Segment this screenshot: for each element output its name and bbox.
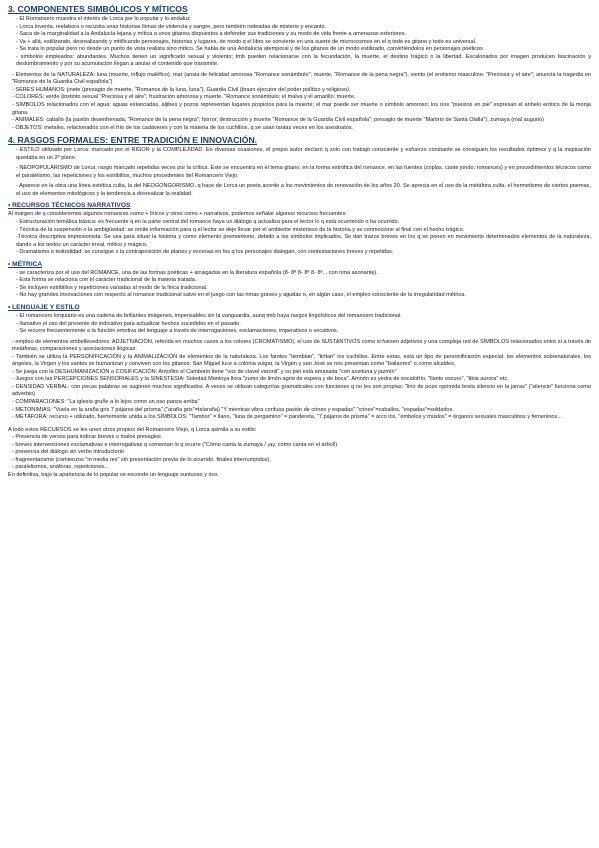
- list-item: - SÍMBOLOS relacionados con el agua: aguas estancadas, aljibes y pozos representan lugares propicios para la muerte; el mar puede ser muerte o símbolo amoroso; los ríos "puestos en pie" expresan el anhelo erótico de la monja gitana.: [12, 102, 591, 116]
- list-item: -Técnica descriptiva impresionista: Se usa para situar la historia y como elemento premonitorio, debido a los símbolos implicados. Se dan trazos breves en los q se ponen en movimiento determinados elementos de la naturaleza, dando a los textos un carácter irreal, mítico y mágico.: [16, 234, 591, 248]
- list-item: - COLORES: verde (instinto sexual "Preciosa y el aire"; frustración amorosa y muerte, "Romance sonámbulo; el malva y el amarillo: muerte.: [12, 94, 356, 101]
- list-item: - empleo de elementos embellecedores: ADJETIVACIÓN, referida en muchos casos a los colores (CROMATISMO), el uso de SUSTANTIVOS como si fuesen adjetivos y una compleja red de SÍMBOLOS relacionados entre sí a través de metáforas, comparaciones y asociaciones ilógicas.: [12, 338, 591, 353]
- list-item: - Lorca inventa, reelabora o recusita unas historias llenas de violencia y sangre, pero también rodeadas de misterio y encanto.: [16, 23, 327, 30]
- romancero-viejo-intro: A todo estos RECURSOS se les unen otros propios del Romancero Viejo, q Lorca asimila a su estilo:: [8, 426, 257, 433]
- section-3-title: 3. COMPONENTES SIMBÓLICOS Y MÍTICOS: [8, 4, 188, 14]
- lenguaje-resources-list: [8, 339, 591, 422]
- closing-sentence: En definitiva, bajo la apariencia de lo popular se esconde un lenguaje suntuoso y rico.: [8, 471, 219, 478]
- list-item: - ESTILO utilizado por Lorca: marcado por el RIGOR y la COMPLEJIDAD. En diversas ocasiones, el propio autor declaró q solo con trabajo consciente y esfuerzo constante se consiguen los resultados óptimos y q la inspiración quedaba en un 2º plano.: [16, 147, 591, 161]
- lenguaje-list: [8, 313, 591, 336]
- list-item: - Se incluyen estribillos y repeticiones variadas al modo de la lírica tradicional.: [16, 284, 208, 291]
- list-item: - Juegos con las PERCEPCIONES SENSORIALES y la SINESTESIA: Soledad Montoya llora "zumo de limón agrio de espera y de boca". Amnón es yedra de escalofrío, "llanto oscuro", "tibia aurora" etc.: [12, 376, 509, 383]
- metrica-list: [8, 270, 591, 300]
- list-item: - Dramatismo o teatralidad: se consigue x la contraposición de planos y escenas en los q los personajes dialogan, con contestaciones breves y repetidas.: [16, 249, 394, 256]
- list-item: - paralelismos, anáforas, repeticiones...: [12, 464, 109, 471]
- list-item: - Elementos de la NATURALEZA: luna (muerte, influjo maléfico), mar (ansia de felicidad amorosa "Romance sonámbulo"; muerte, "Romance de la pena negra"), viento (el erotismo masculino: "Preciosa y el aire"; anuncia la tragedia en "Romance de la Guardia Civil española"): [12, 71, 591, 86]
- list-item: - Técnica de la suspensión o la ambigüedad: se omite información para q el lector se deje llevar por el ambiente misterioso de la historia y se conmocione al final con el hecho trágico.: [16, 226, 465, 233]
- list-item: - SERES HUMANOS: jinete (presagio de muerte, "Romance de la luna, luna"), Guardia Civil (brazo ejecutor del poder político y religioso).: [12, 86, 351, 93]
- list-item: - OBJETOS: metales, relacionados con el frío de los cadáveres y con la materia de los cuchillos, q se usan tantas veces en los asesinatos.: [12, 124, 354, 131]
- list-item: - ANIMALES: caballo (la pasión desenfrenada, "Romance de la pena negra"; horror, destrucción y muerte "Romance de la Guardia Civil española"; presagio de muerte "Martirio de Santa Olalla"), zumaya (mal augurio): [12, 117, 544, 124]
- list-item: - Se juega con la DESHUMANIZACIÓN o COSIFICACIÓN: Antoñito el Camborio tiene "voz de clavel varonil" y su piel está amasada "con aceituna y jazmín": [12, 368, 397, 375]
- list-item: - Saca de la marginalidad a la Andalucía lejana y mítica a unos gitanos dispuestos a defender sus tradiciones y su modo de vida frente a amenazas exteriores.: [16, 31, 407, 38]
- list-item: - El Romancero muestra el interés de Lorca por lo popular y lo andaluz.: [16, 16, 192, 22]
- list-item: - breves intervenciones exclamativas e interrogativas q comentan lo q ocurre ("Cómo canta la zumaya / ¡ay, cómo canta en el árbol!): [12, 441, 338, 448]
- list-item: - fragmentarismo (comienzos "in media res" sin presentación previa de lo ocurrido, finales interrumpidos),: [12, 456, 271, 463]
- list-item: - METONIMIAS: "Vuela en la araña gris 7 pájaros del prisma" ("araña gris"=telaraña) "Y mientras vibra confusa pasión de crines y espadas" "crines"=caballos, "espadas"=soldados.: [12, 406, 454, 413]
- list-item: - Va + allá, estilizando, desrealizando y mitificando personajes, historias y lugares, de modo q el libro se convierte en una suerte de microcosmos en el q todo es gitano y todo es universal.: [16, 38, 477, 45]
- list-item: - También se utiliza la PERSONIFICACIÓN y la ANIMALIZACIÓN de elementos de la naturaleza. Los faroles "tiemblan", "tiritan" los cuchillos. Entre estas, está un tipo de personificación especial: los elementos sobrenaturales, los ángeles, la Virgen y los santos se humanizan y conviven con los gitanos: San Miguel luce a colonia vulgar, la Virgen y san José se nos presentan como "bailaores" o como alcaldes.: [12, 353, 591, 368]
- symbols-list: [8, 72, 591, 132]
- list-item: - presencia del diálogo sin verbo introductorio: [12, 449, 124, 456]
- list-item: - Se recurre frecuentemente a la función emotiva del lenguaje a través de interrogaciones, exclamaciones, imperativos o vocativos.: [16, 328, 339, 335]
- list-item: - llamativo el uso del presente de indicativo para actualizar hechos sucedidos en el pasado.: [16, 320, 241, 327]
- romancero-viejo-list: [8, 434, 591, 472]
- narrative-title: • RECURSOS TÉCNICOS NARRATIVOS: [8, 202, 131, 210]
- list-item: - El romancero lorquiano es una cadena de brillantes imágenes, impensables sin la vanguardia, aunq tmb haya rasgos lingüísticos del romancero tradicional.: [16, 312, 402, 319]
- list-item: - METÁFORA: recurso + utilizado, fuertemente unida a los SÍMBOLOS: "Tambor" = llano, "luna de pergamino" = pandereta, "7 pájaros de prisma" = arco iris, "émbolos y muslos" = órganos sexuales masculinos y femeninos...: [12, 414, 562, 421]
- lenguaje-title: • LENGUAJE Y ESTILO: [8, 303, 80, 311]
- narrative-intro: Al margen de q consideremos algunos romances como + líricos y otros como + narrativos, podemos señalar algunos recursos frecuentes:: [8, 211, 347, 218]
- list-item: - Aparece en la obra una línea estética culta, la del NEOGONGORISMO, q hace de Lorca un poeta acorde a los movimientos de renovación de los años 20. Se aprecia en el uso de la metáfora culta, el hermetismo de ciertos poemas, el uso de elementos mitológicos y la tendencia a desrealizar la realidad.: [16, 183, 591, 197]
- list-item: - DENSIDAD VERBAL: con pocas palabras se sugieren muchos significados. A veces se utilizan categorías gramaticales con funciones q no les son propias: "lirio de pozo oprimida brota silencio en la jarras" ("silencio" funciona como adverbio): [12, 383, 591, 398]
- list-item: - símbolos empleados: abundantes. Muchos tienen un significado sexual y violento; tmb pueden relacionarse con la fecundación, la muerte, el destino trágico o la libertad. Escalonados por imagen producen fascinación y deslumbramiento y por su acumulación llegan a anular el contenido que transmite.: [16, 53, 591, 68]
- section-4-list: [8, 147, 591, 198]
- list-item: - Esta forma se relaciona con el carácter tradicional de la materia tratada.: [16, 277, 197, 284]
- list-item: - COMPARACIONES: "La iglesia gruñe a lo lejos como un oso panza arriba": [12, 398, 200, 405]
- list-item: - Se trata lo popular pero no desde un punto de vista realista sino mítico. Se habla de una Andalucía atemporal y de los gitanos de un modo estilizado, convirtiéndolos en personajes poéticos: [16, 46, 483, 53]
- list-item: - No hay grandes innovaciones con respecto al romance tradicional salvo en el juego con las rimas graves y agudas o, en algún caso, el empleo consciente de la irregularidad métrica.: [16, 292, 466, 299]
- metrica-title-text: MÉTRICA: [12, 260, 43, 268]
- lenguaje-title-text: LENGUAJE Y ESTILO: [12, 303, 80, 311]
- section-4-title: 4. RASGOS FORMALES: ENTRE TRADICIÓN E INNOVACIÓN.: [8, 135, 258, 146]
- list-item: - Presencia de versos para indicar breves o malos presagios: [12, 434, 161, 441]
- list-item: - se caracteriza por el uso del ROMANCE, una de las formas poéticas + arraigadas en la literatura española (8- 8ª 8- 8ª 8- 8ª... con rima asonante).: [16, 269, 378, 276]
- list-item: - Estructuración temática básica: es frecuente q en la parte central del romance haya un diálogo q actualiza para el lector lo q está ocurriendo o ha ocurrido.: [16, 219, 400, 226]
- section-3-list: [8, 16, 591, 69]
- metrica-title: • MÉTRICA: [8, 260, 43, 268]
- narrative-title-text: RECURSOS TÉCNICOS NARRATIVOS: [12, 202, 131, 210]
- list-item: - NEOPOPULARISMO de Lorca, rasgo marcado repetidas veces por la crítica. Este se encuentra en el tema gitano, en la forma estrófica del romance, en las fuentes (coplas, cante jondo, romances) y en procedimientos técnicos como el paralelismo, las repeticiones y los estribillos, muchos procedentes del Romancero Viejo.: [16, 165, 591, 179]
- narrative-list: [8, 219, 591, 257]
